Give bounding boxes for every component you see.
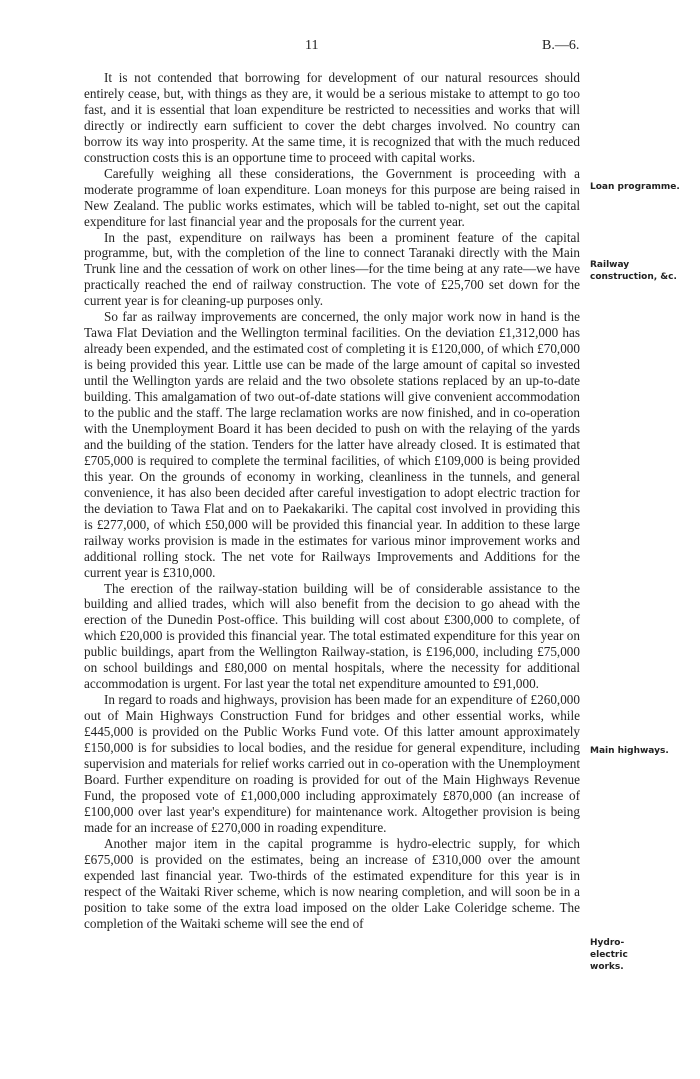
page-number: 11 [305, 38, 319, 53]
sidenote-loan-programme: Loan programme. [590, 182, 680, 192]
paragraph-hydro-electric: Another major item in the capital programme is hydro-electric supply, for which £675,000 is provided on the estimates, being an increase of £310,000 over the amount expended last financial year. Two-thirds of the estimated expenditure for this year is in respect of the Waitaki River scheme, which is now nearing completion, and will soon be in a position to take some of the extra load imposed on the older Lake Coleridge scheme. The completion of the Waitaki scheme will see the end of [84, 835, 580, 931]
paragraph-roads-highways: In regard to roads and highways, provision has been made for an expenditure of £260,000 out of Main Highways Construction Fund for bridges and other essential works, while £445,000 is provided on the Public Works Fund vote. Of this latter amount approximately £150,000 is for subsidies to local bodies, and the residue for general expenditure, including supervision and materials for relief works carried out in co-operation with the Unemployment Board. Further expenditure on roading is provided for out of the Main Highways Revenue Fund, the proposed vote of £1,000,000 including approximately £870,000 (an increase of £100,000 over last year's expenditure) for maintenance work. Altogether provision is being made for an increase of £270,000 in roading expenditure. [84, 692, 580, 835]
paragraph-loan-programme: Carefully weighing all these considerations, the Government is proceeding with a moderate programme of loan expenditure. Loan moneys for this purpose are being raised in New Zealand. The public works estimates, which will be tabled to-night, set out the capital expenditure for last financial year and the proposals for the current year. [84, 165, 580, 229]
page-header [0, 38, 700, 54]
paragraph-borrowing: It is not contended that borrowing for development of our natural resources should entirely cease, but, with things as they are, it would be a serious mistake to attempt to go too fast, and it is essential that loan expenditure be restricted to necessities and works that will directly or indirectly earn sufficient to cover the debt charges involved. No country can borrow its way into prosperity. At the same time, it is recognized that with the much reduced construction costs this is an opportune time to proceed with capital works. [84, 70, 580, 165]
sidenote-hydro-electric: Hydro-electric works. [590, 938, 628, 972]
sidenote-railway-construction: Railway construction, &c. [590, 260, 677, 282]
paragraph-railway-improvements: So far as railway improvements are concerned, the only major work now in hand is the Tawa Flat Deviation and the Wellington terminal facilities. On the deviation £1,312,000 has already been expended, and the estimated cost of completing it is £120,000, of which £70,000 is being provided this year. Little use can be made of the large amount of capital so invested until the Wellington yards are relaid and the two obsolete stations replaced by an up-to-date building. This amalgamation of two out-of-date stations will give convenient accommodation to the public and the staff. The large reclamation works are now finished, and in co-operation with the Unemployment Board it has been decided to push on with the relaying of the yards and the building of the station. Tenders for the latter have already closed. It is estimated that £705,000 is required to complete the terminal facilities, of which £109,000 is being provided this year. On the grounds of economy in working, cleanliness in the tunnels, and general convenience, it has also been decided after careful investigation to adopt electric traction for the deviation to Tawa Flat and on to Paekakariki. The capital cost involved in providing this is £277,000, of which £50,000 will be provided this financial year. In addition to these large railway works provision is made in the estimates for various minor improvement works and additional rolling stock. The net vote for Railways Improvements and Additions for the current year is £310,000. [84, 309, 580, 580]
paragraph-public-buildings: The erection of the railway-station building will be of considerable assistance to the building and allied trades, which will also benefit from the decision to go ahead with the erection of the Dunedin Post-office. This building will cost about £300,000 to complete, of which £20,000 is provided this financial year. The total estimated expenditure for this year on public buildings, apart from the Wellington Railway-station, is £196,000, including £75,000 on school buildings and £80,000 on mental hospitals, where the necessity for additional accommodation is urgent. For last year the total net expenditure amounted to £91,000. [84, 580, 580, 692]
sidenote-main-highways: Main highways. [590, 746, 669, 756]
page-reference: B.—6. [542, 38, 580, 53]
paragraph-railway-construction: In the past, expenditure on railways has been a prominent feature of the capital programme, but, with the completion of the line to connect Taranaki directly with the Main Trunk line and the cessation of work on other lines—for the time being at any rate—we have practically reached the end of railway construction. The vote of £25,700 set down for the current year is for cleaning-up purposes only. [84, 229, 580, 309]
body-text [84, 70, 580, 931]
